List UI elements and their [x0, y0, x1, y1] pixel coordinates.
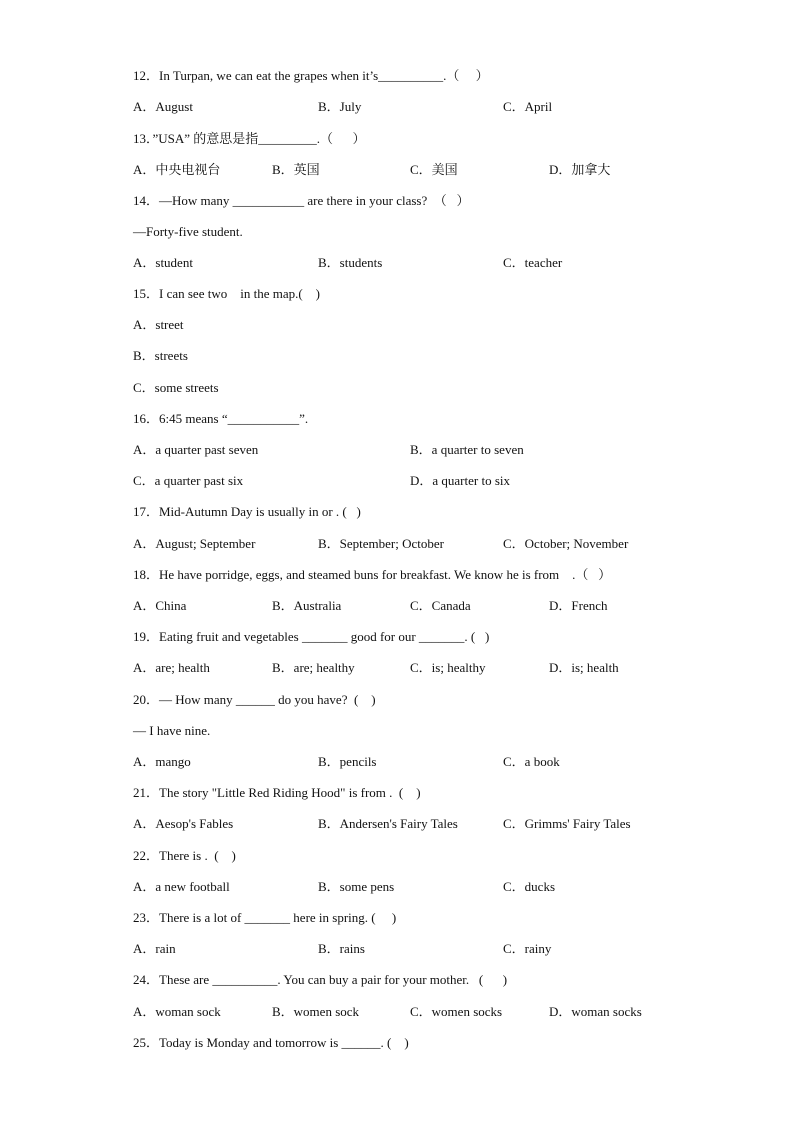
- option: B．Andersen's Fairy Tales: [318, 816, 458, 831]
- question-17-options: [133, 536, 629, 552]
- option: A．woman sock: [133, 1004, 221, 1019]
- option: C．ducks: [503, 879, 556, 894]
- question-12-options: [133, 99, 553, 115]
- option: B．July: [318, 99, 362, 114]
- option: D．French: [549, 598, 608, 613]
- option: A．street: [133, 317, 184, 332]
- option: B．Australia: [272, 598, 342, 613]
- question-23-options: [133, 941, 552, 957]
- option: D．woman socks: [549, 1004, 642, 1019]
- question-19-options: [133, 660, 619, 676]
- option: B．women sock: [272, 1004, 360, 1019]
- option: B．September; October: [318, 536, 444, 551]
- question-21: 21．The story "Little Red Riding Hood" is from . ( ): [133, 785, 421, 800]
- question-23: 23．There is a lot of _______ here in spring. ( ): [133, 910, 397, 925]
- option: B．streets: [133, 348, 188, 363]
- option: A．are; health: [133, 660, 210, 675]
- question-13-options: [133, 162, 611, 178]
- question-14: 14．—How many ___________ are there in your class? （ ）: [133, 193, 470, 208]
- option: B．students: [318, 255, 383, 270]
- option: A．rain: [133, 941, 176, 956]
- question-25: 25．Today is Monday and tomorrow is ______. ( ): [133, 1035, 409, 1050]
- option: C．美国: [410, 162, 458, 177]
- option: A．August; September: [133, 536, 256, 551]
- option: B．some pens: [318, 879, 395, 894]
- question-18: 18．He have porridge, eggs, and steamed buns for breakfast. We know he is from .（ ）: [133, 567, 612, 582]
- question-17: 17．Mid-Autumn Day is usually in or . ( ): [133, 504, 361, 519]
- option: A．a new football: [133, 879, 230, 894]
- option: C．rainy: [503, 941, 552, 956]
- question-12: 12．In Turpan, we can eat the grapes when it’s__________.（ ）: [133, 68, 489, 83]
- option: B．are; healthy: [272, 660, 355, 675]
- question-20-dialogue: — I have nine.: [133, 723, 211, 738]
- option: D．a quarter to six: [410, 473, 511, 488]
- option: A．中央电视台: [133, 162, 221, 177]
- option: B．pencils: [318, 754, 377, 769]
- option: C．some streets: [133, 380, 219, 395]
- option: C．a book: [503, 754, 560, 769]
- question-20: 20．— How many ______ do you have? ( ): [133, 692, 376, 707]
- question-20-options: [133, 754, 560, 770]
- option: C．teacher: [503, 255, 563, 270]
- option: B．rains: [318, 941, 365, 956]
- question-13: 13．”USA” 的意思是指_________.（ ）: [133, 131, 366, 146]
- option: D．is; health: [549, 660, 619, 675]
- option: C．women socks: [410, 1004, 503, 1019]
- question-16: 16．6:45 means “___________”.: [133, 411, 309, 426]
- option: C．is; healthy: [410, 660, 486, 675]
- option: A．China: [133, 598, 187, 613]
- question-16-options-row1: [133, 442, 524, 458]
- option: A．student: [133, 255, 193, 270]
- option: A．Aesop's Fables: [133, 816, 234, 831]
- question-24: 24．These are __________. You can buy a pair for your mother. ( ): [133, 972, 508, 987]
- question-19: 19．Eating fruit and vegetables _______ good for our _______. ( ): [133, 629, 490, 644]
- option: C．October; November: [503, 536, 629, 551]
- question-22: 22．There is . ( ): [133, 848, 236, 863]
- option: D．加拿大: [549, 162, 611, 177]
- question-16-options-row2: [133, 473, 511, 489]
- option: A．mango: [133, 754, 191, 769]
- question-22-options: [133, 879, 556, 895]
- option: A．a quarter past seven: [133, 442, 259, 457]
- option: C．a quarter past six: [133, 473, 244, 488]
- option: B．a quarter to seven: [410, 442, 524, 457]
- option: C．Grimms' Fairy Tales: [503, 816, 631, 831]
- option: A．August: [133, 99, 193, 114]
- question-21-options: [133, 816, 631, 832]
- question-24-options: [133, 1004, 642, 1020]
- option: C．Canada: [410, 598, 471, 613]
- option: B．英国: [272, 162, 320, 177]
- question-18-options: [133, 598, 608, 614]
- option: C．April: [503, 99, 553, 114]
- question-14-options: [133, 255, 563, 271]
- question-14-dialogue: —Forty-five student.: [133, 224, 243, 239]
- question-15: 15．I can see two in the map.( ): [133, 286, 321, 301]
